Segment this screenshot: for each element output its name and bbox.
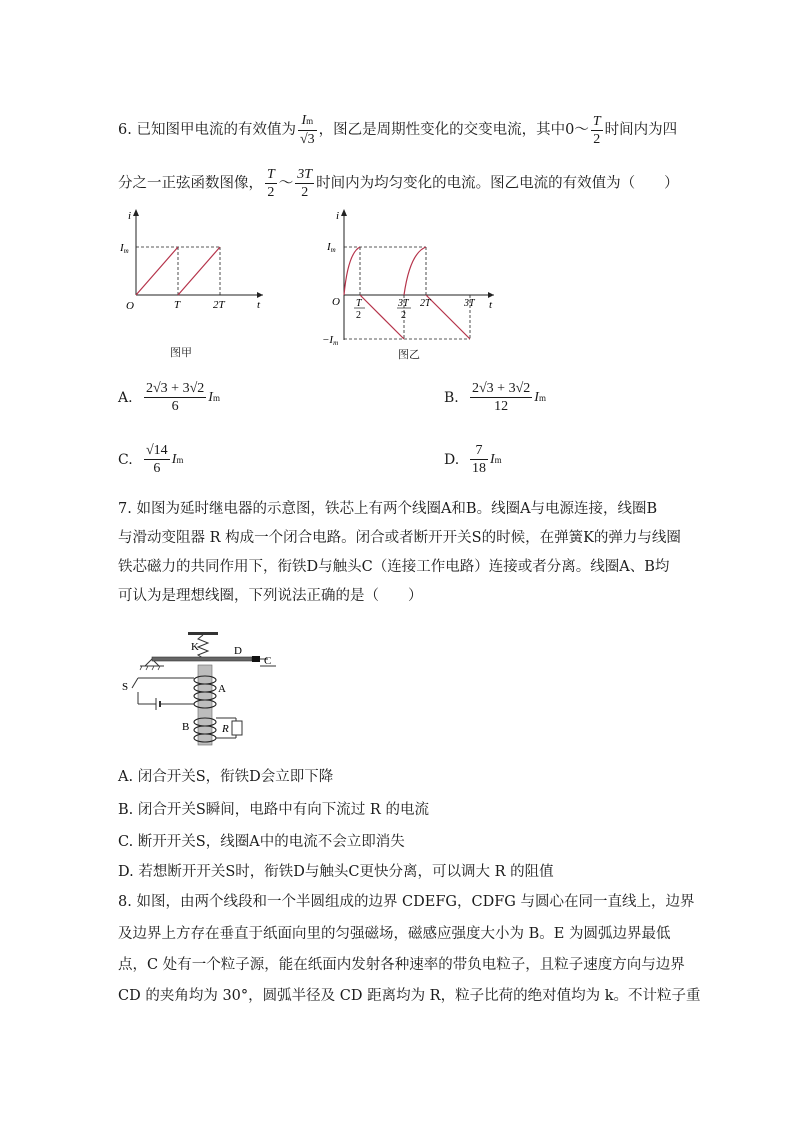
q6-text-2a: 分之一正弦函数图像， [118, 175, 263, 192]
q6-text-2b: 时间内为均匀变化的电流。图乙电流的有效值为（ ） [316, 175, 679, 192]
option-letter: A. [118, 389, 133, 406]
relay-label-c: C [264, 655, 272, 667]
q8-line-2: 及边界上方存在垂直于纸面向里的匀强磁场，磁感应强度大小为 B。E 为圆弧边界最低 [118, 926, 671, 942]
yi-tick-3T: 3T [464, 298, 475, 309]
yi-axis-t-label: t [489, 299, 493, 311]
q8-line-4: CD 的夹角均为 30°，圆弧半径及 CD 距离均为 R，粒子比荷的绝对值均为 k。不计粒子重 [118, 988, 701, 1004]
option-fraction: $\frac{√14}{6}$ [146, 443, 168, 476]
q6-text-1c: 时间内为四 [604, 122, 678, 138]
jia-im-label: Im [120, 242, 129, 255]
q6-text-1b: ，图乙是周期性变化的交变电流，其中 [318, 122, 566, 138]
q6-text-1a: 6. 已知图甲电流的有效值为 [118, 122, 296, 138]
q7-line-2: 与滑动变阻器 R 构成一个闭合电路。闭合或者断开开关S的时候，在弹簧K的弹力与线圈 [118, 530, 681, 546]
relay-label-a: A [218, 683, 226, 695]
yi-tick-3T-half-num: 3T [398, 298, 409, 309]
q6-caption-jia: 图甲 [170, 346, 192, 359]
yi-axis-i-label: i [336, 210, 340, 222]
jia-tick-2T: 2T [213, 299, 225, 311]
yi-im-label: Im [327, 241, 336, 254]
q8-line-1: 8. 如图，由两个线段和一个半圆组成的边界 CDEFG，CDFG 与圆心在同一直线上，边界 [118, 894, 695, 910]
yi-tick-T-half-den: 2 [356, 310, 361, 321]
relay-label-r: R [222, 723, 229, 735]
q6-option-b[interactable]: B. $\frac{2√3 + 3√2}{12}$ Im [444, 381, 546, 414]
q7-option-b[interactable]: B. 闭合开关S瞬间，电路中有向下流过 R 的电流 [118, 802, 429, 818]
q6-option-d[interactable]: D. $\frac{7}{18}$ Im [444, 443, 502, 476]
q7-line-4: 可认为是理想线圈，下列说法正确的是（ ） [118, 588, 423, 604]
q7-relay-figure [118, 630, 278, 748]
q6-tilde: ～ [278, 175, 294, 192]
q6-line-1 [118, 112, 677, 148]
q6-line-2 [118, 166, 679, 201]
jia-axis-t-label: t [257, 299, 261, 311]
q6-range-from-fraction: $\frac{T}{2}$ [267, 167, 275, 200]
yi-tick-3T-half-den: 2 [401, 310, 406, 321]
option-letter: D. [444, 451, 460, 468]
q6-effective-value-fraction: $\frac{Im}{√3}$ [299, 113, 315, 147]
q7-line-3: 铁芯磁力的共同作用下，衔铁D与触头C（连接工作电路）连接或者分离。线圈A、B均 [118, 559, 670, 575]
q6-option-c[interactable]: C. $\frac{√14}{6}$ Im [118, 443, 184, 476]
q7-option-a[interactable]: A. 闭合开关S，衔铁D会立即下降 [118, 769, 334, 785]
q6-t-half-fraction: $\frac{T}{2}$ [592, 113, 601, 147]
q6-caption-yi: 图乙 [398, 348, 420, 361]
q8-line-3: 点，C 处有一个粒子源，能在纸面内发射各种速率的带负电粒子，且粒子速度方向与边界 [118, 957, 685, 973]
relay-label-d: D [234, 645, 242, 657]
option-letter: B. [444, 389, 459, 406]
jia-axis-i-label: i [128, 210, 132, 222]
jia-tick-T: T [174, 299, 181, 311]
yi-origin-label: O [332, 296, 340, 308]
q6-range-start: 0～ [565, 122, 589, 138]
q7-line-1: 7. 如图为延时继电器的示意图，铁芯上有两个线圈A和B。线圈A与电源连接，线圈B [118, 501, 658, 517]
relay-label-s: S [122, 681, 129, 693]
option-fraction: $\frac{2√3 + 3√2}{12}$ [472, 381, 531, 414]
q6-figure-jia [118, 205, 268, 325]
option-fraction: $\frac{2√3 + 3√2}{6}$ [146, 381, 205, 414]
relay-label-k: K [191, 641, 199, 653]
jia-origin-label: O [126, 300, 134, 312]
option-letter: C. [118, 451, 133, 468]
yi-tick-2T: 2T [420, 298, 431, 309]
option-fraction: $\frac{7}{18}$ [472, 443, 486, 476]
q6-option-a[interactable]: A. $\frac{2√3 + 3√2}{6}$ Im [118, 381, 220, 414]
q6-figure-yi [322, 205, 502, 350]
q7-option-d[interactable]: D. 若想断开开关S时，衔铁D与触头C更快分离，可以调大 R 的阻值 [118, 864, 554, 880]
q6-range-to-fraction: $\frac{3T}{2}$ [297, 167, 313, 200]
yi-tick-T-half-num: T [356, 298, 362, 309]
relay-label-b: B [182, 721, 190, 733]
yi-neg-im-label: −Im [322, 334, 339, 347]
q7-option-c[interactable]: C. 断开开关S，线圈A中的电流不会立即消失 [118, 834, 405, 850]
